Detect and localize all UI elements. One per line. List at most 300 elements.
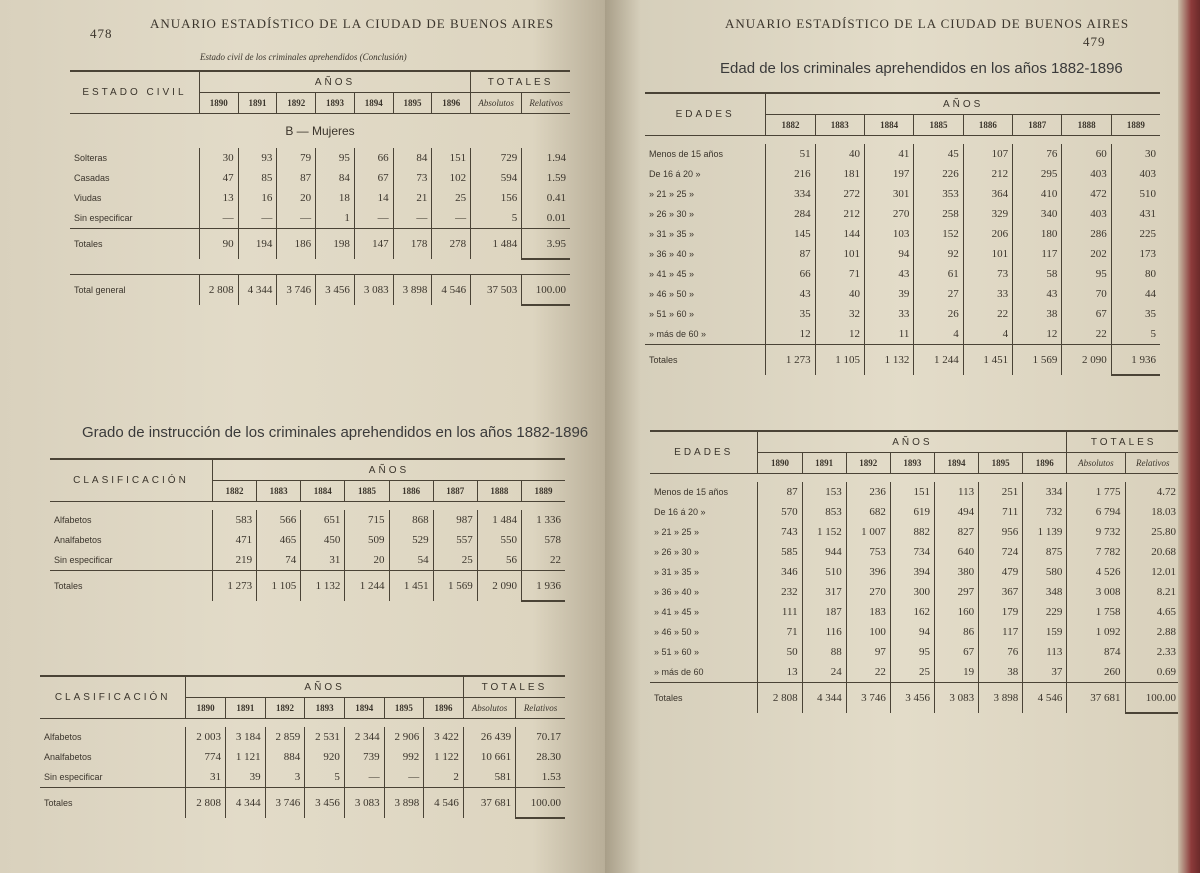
data-cell: 101 [815, 244, 864, 264]
data-cell: 25 [433, 550, 477, 571]
data-cell: 151 [432, 148, 471, 168]
data-cell: 2 003 [186, 727, 226, 747]
relative-cell: 2.33 [1125, 642, 1180, 662]
data-cell: 711 [979, 502, 1023, 522]
data-cell: — [432, 208, 471, 229]
data-cell: 87 [277, 168, 316, 188]
data-cell: 21 [393, 188, 432, 208]
total-cell: 1 105 [815, 345, 864, 376]
year-header: 1885 [914, 115, 963, 136]
row-label: » 36 » 40 » [654, 587, 700, 597]
total-cell: 186 [277, 229, 316, 260]
data-cell: — [393, 208, 432, 229]
data-cell: 25 [890, 662, 934, 683]
data-cell: 1 336 [521, 510, 565, 530]
absolute-cell: 594 [471, 168, 522, 188]
data-cell: 87 [766, 244, 815, 264]
data-cell: 956 [979, 522, 1023, 542]
data-cell: 403 [1062, 204, 1111, 224]
table-row [645, 304, 1160, 324]
data-cell: 340 [1013, 204, 1062, 224]
total-cell: 3 898 [384, 788, 424, 819]
spacer-row [645, 136, 1160, 145]
data-cell: 179 [979, 602, 1023, 622]
table-row [650, 562, 1180, 582]
running-head: ANUARIO ESTADÍSTICO DE LA CIUDAD DE BUENOS AIRES [150, 16, 555, 31]
absolute-cell: 10 661 [463, 747, 515, 767]
data-cell: 884 [265, 747, 305, 767]
table-row [650, 602, 1180, 622]
data-cell: 76 [979, 642, 1023, 662]
data-cell: 67 [934, 642, 978, 662]
year-header: 1891 [226, 698, 266, 719]
total-cell: 3 746 [277, 275, 316, 306]
total-absolute-cell: 37 503 [471, 275, 522, 306]
total-cell: 2 090 [1062, 345, 1111, 376]
year-header: 1884 [864, 115, 913, 136]
row-label: » más de 60 [654, 667, 704, 677]
relative-cell: 2.88 [1125, 622, 1180, 642]
data-cell: 284 [766, 204, 815, 224]
total-cell: 1 451 [963, 345, 1012, 376]
header-row [650, 431, 1180, 453]
data-cell: 58 [1013, 264, 1062, 284]
table-row [650, 622, 1180, 642]
year-header: 1889 [1111, 115, 1160, 136]
total-cell: 2 808 [199, 275, 238, 306]
data-cell: 67 [354, 168, 393, 188]
relative-cell: 1.53 [516, 767, 565, 788]
table-row [645, 164, 1160, 184]
relative-cell: 1.94 [522, 148, 570, 168]
data-cell: 22 [963, 304, 1012, 324]
data-cell: 570 [758, 502, 802, 522]
data-cell: 226 [914, 164, 963, 184]
row-label: » 46 » 50 » [649, 289, 695, 299]
data-cell: 26 [914, 304, 963, 324]
year-header: 1884 [301, 481, 345, 502]
absolutos-header: Absolutos [1067, 453, 1125, 474]
row-label: » 26 » 30 » [649, 209, 695, 219]
data-cell: 31 [186, 767, 226, 788]
data-cell: 753 [846, 542, 890, 562]
total-cell: 4 344 [238, 275, 277, 306]
row-label: Sin especificar [74, 213, 133, 223]
data-cell: 334 [1023, 482, 1067, 502]
table-row [650, 482, 1180, 502]
row-label: » más de 60 » [649, 329, 707, 339]
data-cell: 882 [890, 522, 934, 542]
year-header: 1890 [186, 698, 226, 719]
years-label: AÑOS [758, 431, 1067, 453]
total-cell: 3 898 [393, 275, 432, 306]
data-cell: 102 [432, 168, 471, 188]
data-cell: 2 859 [265, 727, 305, 747]
data-cell: 236 [846, 482, 890, 502]
absolute-cell: 4 526 [1067, 562, 1125, 582]
running-head: ANUARIO ESTADÍSTICO DE LA CIUDAD DE BUENOS AIRES [725, 16, 1130, 31]
data-cell: 258 [914, 204, 963, 224]
data-cell: 1 484 [477, 510, 521, 530]
row-label: Sin especificar [54, 555, 113, 565]
data-cell: 317 [802, 582, 846, 602]
data-cell: 431 [1111, 204, 1160, 224]
age-title: Edad de los criminales aprehendidos en los años 1882-1896 [720, 60, 1123, 77]
total-cell: 1 132 [864, 345, 913, 376]
data-cell: 3 184 [226, 727, 266, 747]
data-cell: 85 [238, 168, 277, 188]
header-row [645, 93, 1160, 115]
year-header: 1895 [384, 698, 424, 719]
data-cell: 651 [301, 510, 345, 530]
year-header: 1893 [316, 93, 355, 114]
spacer-row [70, 259, 570, 275]
section-title: B — Mujeres [285, 124, 355, 138]
total-cell: 90 [199, 229, 238, 260]
instruction-title: Grado de instrucción de los criminales aprehendidos en los años 1882-1896 [82, 424, 589, 441]
data-cell: 76 [1013, 144, 1062, 164]
relative-cell: 0.41 [522, 188, 570, 208]
row-label: » 51 » 60 » [649, 309, 695, 319]
table-subtitle: Estado civil de los criminales aprehendidos (Conclusión) [200, 52, 407, 62]
year-header: 1888 [1062, 115, 1111, 136]
year-header: 1889 [521, 481, 565, 502]
data-cell: 353 [914, 184, 963, 204]
absolute-cell: 1 775 [1067, 482, 1125, 502]
year-header: 1896 [1023, 453, 1067, 474]
data-cell: 4 [914, 324, 963, 345]
data-cell: 22 [521, 550, 565, 571]
data-cell: 450 [301, 530, 345, 550]
relative-cell: 1.59 [522, 168, 570, 188]
absolutos-header: Absolutos [471, 93, 522, 114]
absolute-cell: 6 794 [1067, 502, 1125, 522]
data-cell: 159 [1023, 622, 1067, 642]
data-cell: 162 [890, 602, 934, 622]
data-cell: 67 [1062, 304, 1111, 324]
data-cell: 45 [914, 144, 963, 164]
spacer-row [650, 474, 1180, 483]
absolute-cell: 9 732 [1067, 522, 1125, 542]
data-cell: 101 [963, 244, 1012, 264]
data-cell: 151 [890, 482, 934, 502]
totals-row-label: Totales [645, 345, 766, 376]
row-label: » 46 » 50 » [654, 627, 700, 637]
data-cell: 40 [815, 284, 864, 304]
absolute-cell: 1 758 [1067, 602, 1125, 622]
data-cell: 944 [802, 542, 846, 562]
table-row [645, 264, 1160, 284]
total-cell: 194 [238, 229, 277, 260]
data-cell: 827 [934, 522, 978, 542]
data-cell: 93 [238, 148, 277, 168]
age-table-1882-1889 [645, 92, 1160, 376]
total-cell: 4 546 [432, 275, 471, 306]
data-cell: 144 [815, 224, 864, 244]
data-cell: 18 [316, 188, 355, 208]
total-cell: 198 [316, 229, 355, 260]
years-label: AÑOS [766, 93, 1160, 115]
data-cell: 212 [963, 164, 1012, 184]
data-cell: 39 [226, 767, 266, 788]
data-cell: 20 [277, 188, 316, 208]
data-cell: 868 [389, 510, 433, 530]
data-cell: 300 [890, 582, 934, 602]
data-cell: 84 [316, 168, 355, 188]
years-label: AÑOS [199, 71, 470, 93]
relative-cell: 12.01 [1125, 562, 1180, 582]
data-cell: 51 [766, 144, 815, 164]
spacer [645, 136, 1160, 145]
data-cell: 38 [1013, 304, 1062, 324]
data-cell: 219 [212, 550, 256, 571]
data-cell: 50 [758, 642, 802, 662]
data-cell: — [199, 208, 238, 229]
page-number: 479 [1083, 34, 1106, 49]
totals-row-label: Totales [50, 571, 212, 602]
data-cell: 550 [477, 530, 521, 550]
data-cell: 86 [934, 622, 978, 642]
data-cell: 297 [934, 582, 978, 602]
data-cell: 724 [979, 542, 1023, 562]
data-cell: 465 [257, 530, 301, 550]
table-row [70, 208, 570, 229]
data-cell: 37 [1023, 662, 1067, 683]
table-row [650, 522, 1180, 542]
table-row [645, 284, 1160, 304]
totals-row [40, 788, 565, 819]
data-cell: 116 [802, 622, 846, 642]
totals-row [50, 571, 565, 602]
relative-cell: 0.69 [1125, 662, 1180, 683]
row-label: Alfabetos [54, 515, 92, 525]
data-cell: 4 [963, 324, 1012, 345]
row-label: » 51 » 60 » [654, 647, 700, 657]
data-cell: 22 [1062, 324, 1111, 345]
data-cell: 25 [432, 188, 471, 208]
data-cell: 14 [354, 188, 393, 208]
total-relative-cell: 100.00 [1125, 683, 1180, 714]
instruction-table-1882-1889 [50, 458, 565, 602]
data-cell: 992 [384, 747, 424, 767]
row-label: Alfabetos [44, 732, 82, 742]
total-cell: 4 546 [424, 788, 464, 819]
total-relative-cell: 3.95 [522, 229, 570, 260]
data-cell: 394 [890, 562, 934, 582]
row-label: De 16 á 20 » [649, 169, 701, 179]
year-header: 1894 [934, 453, 978, 474]
data-cell: 145 [766, 224, 815, 244]
data-cell: 640 [934, 542, 978, 562]
data-cell: 180 [1013, 224, 1062, 244]
data-cell: 334 [766, 184, 815, 204]
total-cell: 1 244 [345, 571, 389, 602]
total-cell: 4 344 [802, 683, 846, 714]
data-cell: 30 [1111, 144, 1160, 164]
year-header: 1892 [846, 453, 890, 474]
row-label: Sin especificar [44, 772, 103, 782]
data-cell: 43 [766, 284, 815, 304]
data-cell: 471 [212, 530, 256, 550]
relative-cell: 18.03 [1125, 502, 1180, 522]
total-cell: 178 [393, 229, 432, 260]
table-row [70, 148, 570, 168]
row-label: Solteras [74, 153, 108, 163]
data-cell: 95 [1062, 264, 1111, 284]
absolute-cell: 581 [463, 767, 515, 788]
data-cell: 11 [864, 324, 913, 345]
total-cell: 4 344 [226, 788, 266, 819]
data-cell: 183 [846, 602, 890, 622]
year-header: 1896 [432, 93, 471, 114]
total-cell: 1 273 [212, 571, 256, 602]
data-cell: 32 [815, 304, 864, 324]
data-cell: 19 [934, 662, 978, 683]
data-cell: 367 [979, 582, 1023, 602]
data-cell: 113 [934, 482, 978, 502]
data-cell: 585 [758, 542, 802, 562]
data-cell: 153 [802, 482, 846, 502]
data-cell: 743 [758, 522, 802, 542]
data-cell: 80 [1111, 264, 1160, 284]
data-cell: 715 [345, 510, 389, 530]
total-cell: 1 936 [1111, 345, 1160, 376]
totals-row [70, 229, 570, 260]
table-row [70, 168, 570, 188]
data-cell: 66 [766, 264, 815, 284]
year-header: 1894 [344, 698, 384, 719]
data-cell: 43 [864, 264, 913, 284]
year-header: 1893 [890, 453, 934, 474]
data-cell: 107 [963, 144, 1012, 164]
row-label: » 26 » 30 » [654, 547, 700, 557]
page-number: 478 [90, 26, 113, 41]
column-label: CLASIFICACIÓN [40, 676, 186, 719]
total-cell: 3 746 [846, 683, 890, 714]
total-absolute-cell: 37 681 [1067, 683, 1125, 714]
total-relative-cell: 100.00 [516, 788, 565, 819]
totals-label: TOTALES [471, 71, 570, 93]
data-cell: 472 [1062, 184, 1111, 204]
data-cell: 12 [1013, 324, 1062, 345]
totals-row-label: Totales [650, 683, 758, 714]
totals-row-label: Totales [70, 229, 199, 260]
row-label: Casadas [74, 173, 110, 183]
column-label: CLASIFICACIÓN [50, 459, 212, 502]
total-cell: 1 936 [521, 571, 565, 602]
data-cell: 987 [433, 510, 477, 530]
data-cell: 74 [257, 550, 301, 571]
data-cell: 619 [890, 502, 934, 522]
data-cell: 35 [1111, 304, 1160, 324]
absolute-cell: 1 092 [1067, 622, 1125, 642]
row-label: » 31 » 35 » [649, 229, 695, 239]
data-cell: 88 [802, 642, 846, 662]
year-header: 1890 [758, 453, 802, 474]
table-row [650, 542, 1180, 562]
absolute-cell: 874 [1067, 642, 1125, 662]
header-row [50, 459, 565, 481]
year-header: 1885 [345, 481, 389, 502]
data-cell: 2 [424, 767, 464, 788]
total-cell: 3 746 [265, 788, 305, 819]
data-cell: 364 [963, 184, 1012, 204]
row-label: » 21 » 25 » [649, 189, 695, 199]
data-cell: 510 [1111, 184, 1160, 204]
row-label: Menos de 15 años [654, 487, 729, 497]
age-table-1890-1896 [650, 430, 1180, 714]
data-cell: 117 [1013, 244, 1062, 264]
total-cell: 3 083 [354, 275, 393, 306]
relative-cell: 28.30 [516, 747, 565, 767]
year-header: 1891 [802, 453, 846, 474]
data-cell: 216 [766, 164, 815, 184]
total-cell: 1 451 [389, 571, 433, 602]
data-cell: — [354, 208, 393, 229]
data-cell: 578 [521, 530, 565, 550]
total-cell: 1 273 [766, 345, 815, 376]
data-cell: 187 [802, 602, 846, 622]
data-cell: 875 [1023, 542, 1067, 562]
data-cell: 56 [477, 550, 521, 571]
total-cell: 2 808 [758, 683, 802, 714]
data-cell: 272 [815, 184, 864, 204]
totals-row [645, 345, 1160, 376]
data-cell: 40 [815, 144, 864, 164]
data-cell: 380 [934, 562, 978, 582]
data-cell: 739 [344, 747, 384, 767]
year-header: 1893 [305, 698, 345, 719]
spacer-row [50, 502, 565, 511]
data-cell: 225 [1111, 224, 1160, 244]
absolute-cell: 7 782 [1067, 542, 1125, 562]
data-cell: 152 [914, 224, 963, 244]
relative-cell: 8.21 [1125, 582, 1180, 602]
data-cell: 41 [864, 144, 913, 164]
data-cell: 95 [890, 642, 934, 662]
data-cell: 44 [1111, 284, 1160, 304]
data-cell: 732 [1023, 502, 1067, 522]
relative-cell: 4.65 [1125, 602, 1180, 622]
row-label: » 31 » 35 » [654, 567, 700, 577]
table-row [50, 510, 565, 530]
relative-cell: 4.72 [1125, 482, 1180, 502]
data-cell: 510 [802, 562, 846, 582]
year-header: 1887 [433, 481, 477, 502]
data-cell: 3 [265, 767, 305, 788]
spacer [650, 474, 1180, 483]
relative-cell: 70.17 [516, 727, 565, 747]
data-cell: 396 [846, 562, 890, 582]
table-row [650, 662, 1180, 683]
year-header: 1887 [1013, 115, 1062, 136]
data-cell: 206 [963, 224, 1012, 244]
data-cell: 1 007 [846, 522, 890, 542]
total-cell: 3 456 [890, 683, 934, 714]
data-cell: 92 [914, 244, 963, 264]
data-cell: 181 [815, 164, 864, 184]
table-row [645, 204, 1160, 224]
table-row [40, 747, 565, 767]
data-cell: 54 [389, 550, 433, 571]
data-cell: 566 [257, 510, 301, 530]
total-cell: 1 132 [301, 571, 345, 602]
table-row [645, 224, 1160, 244]
data-cell: 87 [758, 482, 802, 502]
column-label: ESTADO CIVIL [70, 71, 199, 114]
data-cell: — [238, 208, 277, 229]
data-cell: 71 [815, 264, 864, 284]
